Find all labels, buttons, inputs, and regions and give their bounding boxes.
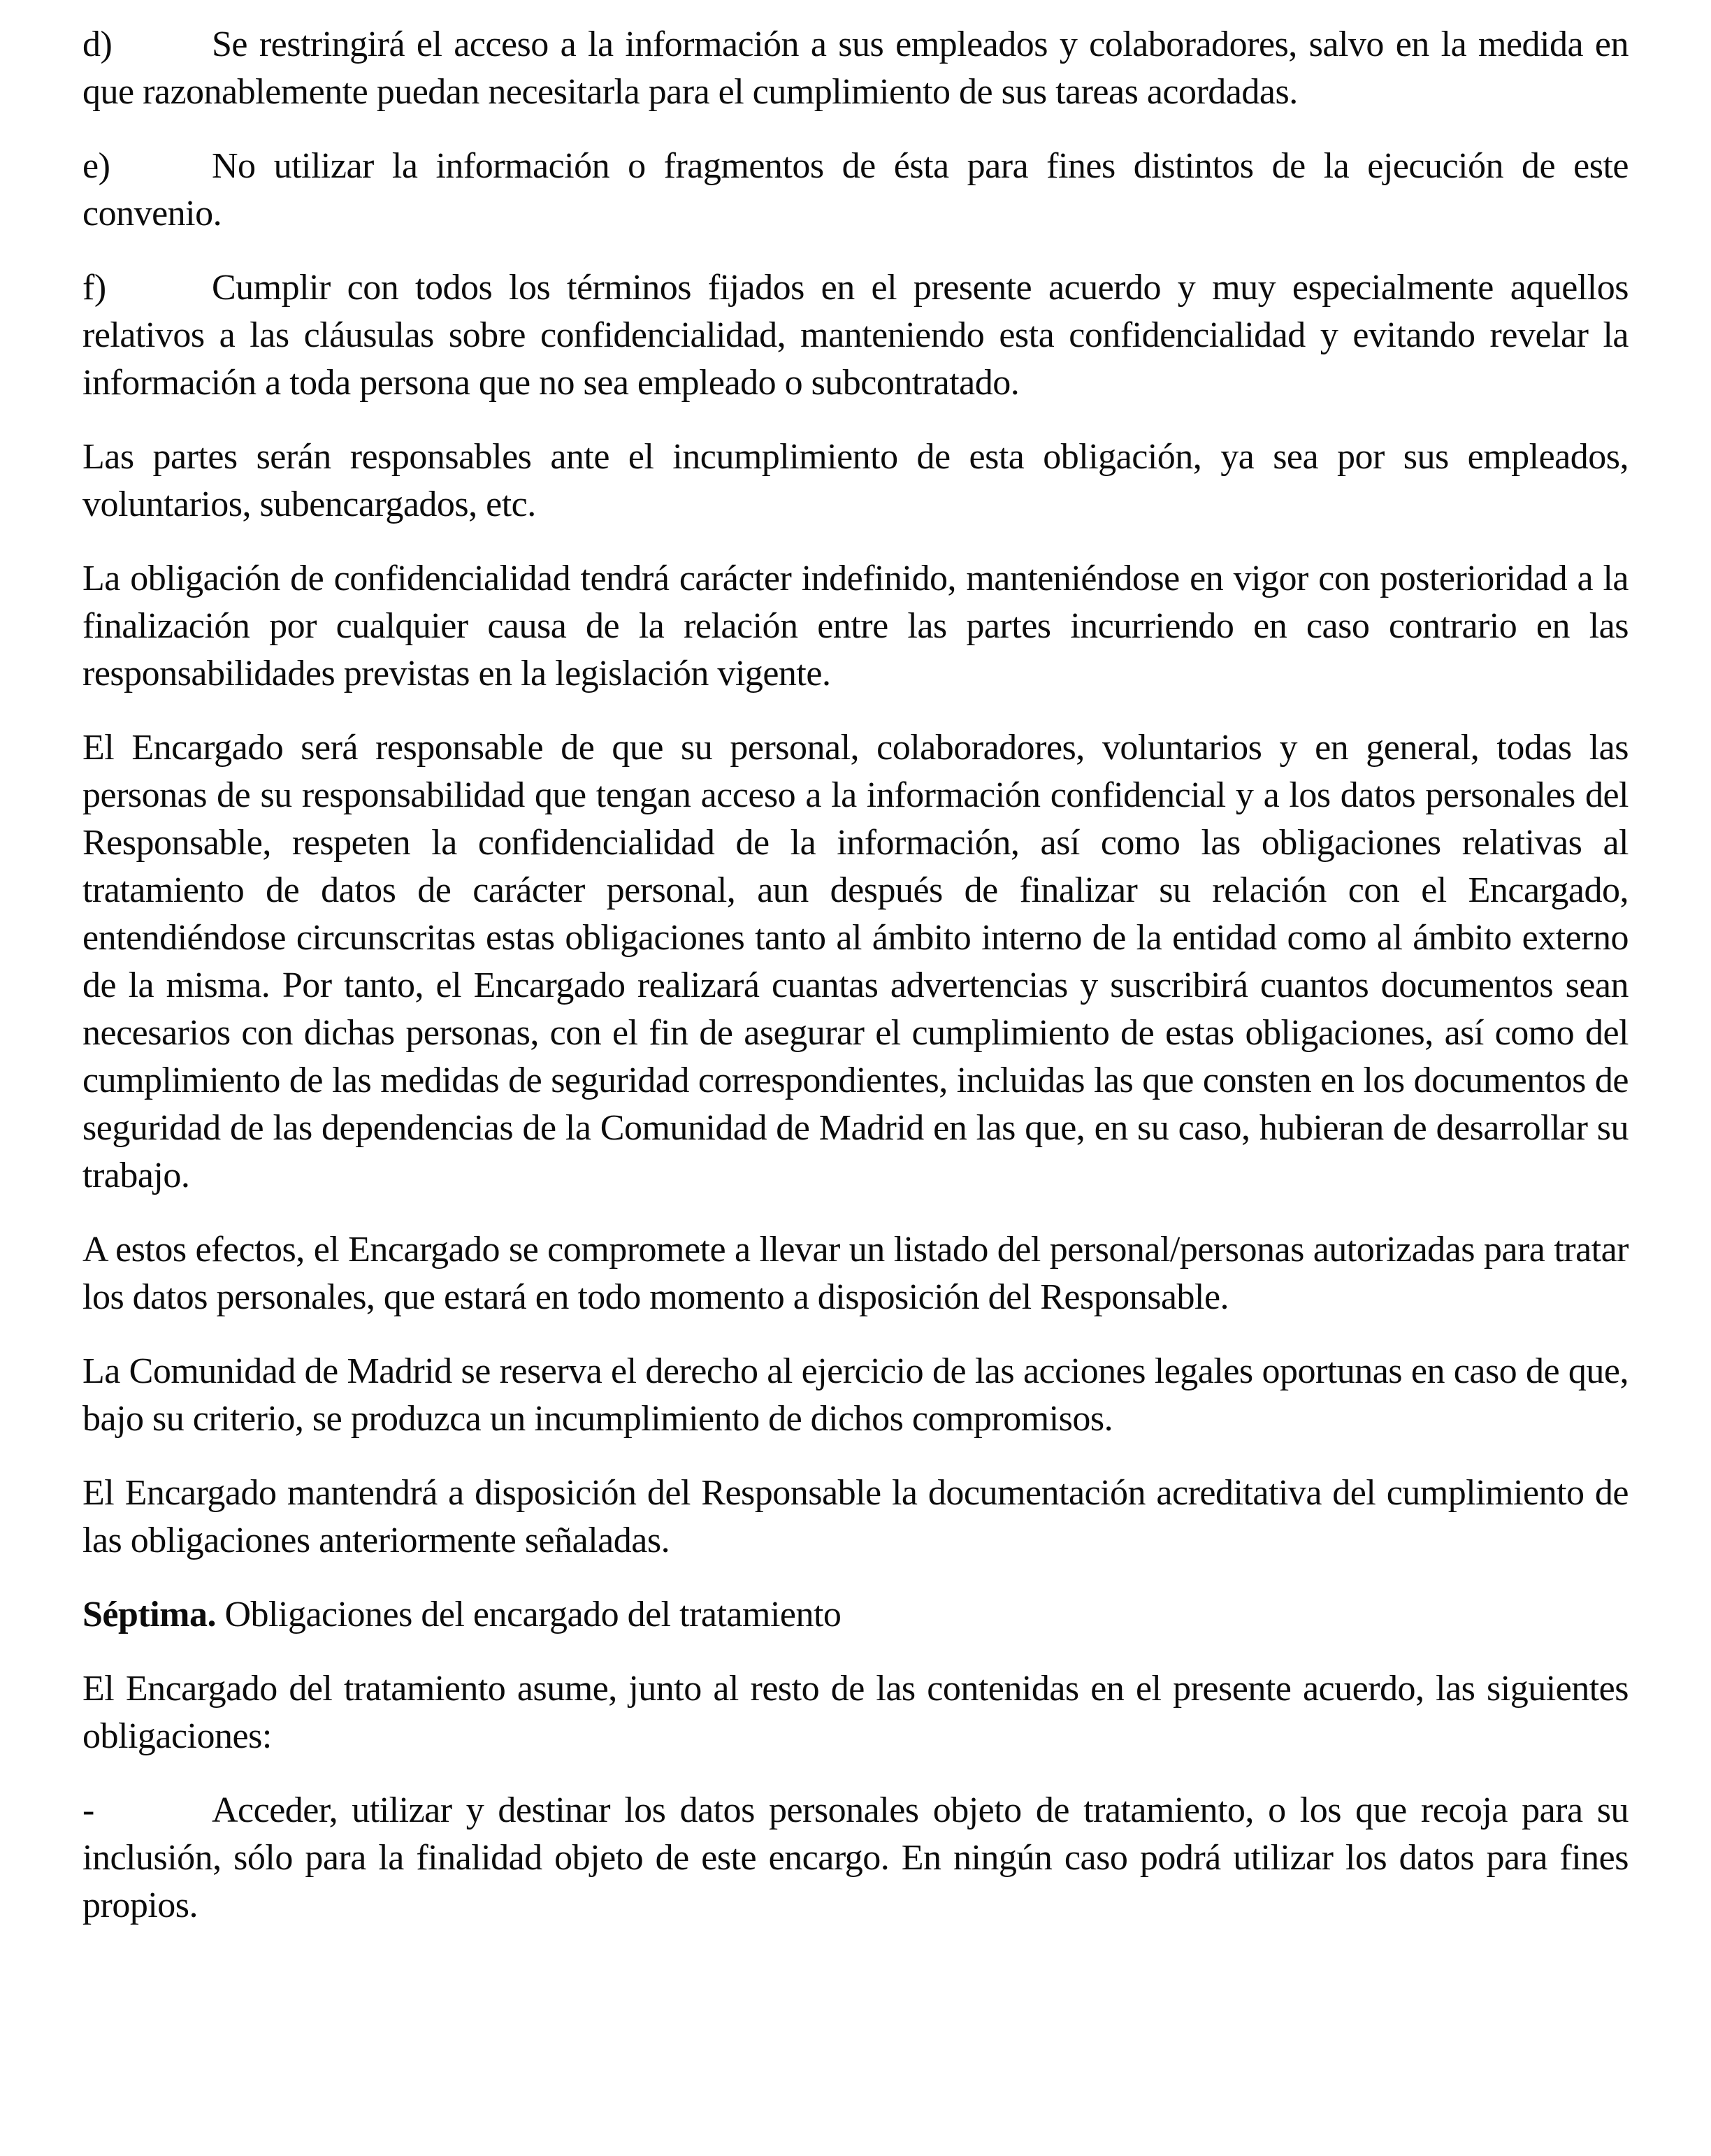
paragraph-text: El Encargado mantendrá a disposición del Responsable la documentación acreditativa del cumplimiento de las obligaciones anteriormente señaladas. <box>82 1473 1629 1560</box>
item-e <box>82 143 1629 238</box>
list-marker: f) <box>82 268 106 308</box>
paragraph-text: Las partes serán responsables ante el incumplimiento de esta obligación, ya sea por sus empleados, voluntarios, subencargados, etc. <box>82 437 1629 524</box>
list-marker: e) <box>82 146 110 186</box>
para-obligacion-confidencialidad <box>82 555 1629 698</box>
paragraph-text: La Comunidad de Madrid se reserva el derecho al ejercicio de las acciones legales oportunas en caso de que, bajo su criterio, se produzca un incumplimiento de dichos compromisos. <box>82 1351 1629 1439</box>
list-marker: d) <box>82 24 113 64</box>
document-page <box>82 21 1629 2156</box>
paragraph-text: Se restringirá el acceso a la información a sus empleados y colaboradores, salvo en la medida en que razonablemente puedan necesitarla para el cumplimiento de sus tareas acordadas. <box>82 24 1629 112</box>
paragraph-text: Cumplir con todos los términos fijados en el presente acuerdo y muy especialmente aquellos relativos a las cláusulas sobre confidencialidad, manteniendo esta confidencialidad y evitando revelar la información a toda persona que no sea empleado o subcontratado. <box>82 268 1629 403</box>
paragraph-text: El Encargado será responsable de que su personal, colaboradores, voluntarios y en general, todas las personas de su responsabilidad que tengan acceso a la información confidencial y a los datos personales del Responsable, respeten la confidencialidad de la información, así como las obligaciones relativas al tratamiento de datos de carácter personal, aun después de finalizar su relación con el Encargado, entendiéndose circunscritas estas obligaciones tanto al ámbito interno de la entidad como al ámbito externo de la misma. Por tanto, el Encargado realizará cuantas advertencias y suscribirá cuantos documentos sean necesarios con dichas personas, con el fin de asegurar el cumplimiento de estas obligaciones, así como del cumplimiento de las medidas de seguridad correspondientes, incluidas las que consten en los documentos de seguridad de las dependencias de la Comunidad de Madrid en las que, en su caso, hubieran de desarrollar su trabajo. <box>82 728 1629 1195</box>
para-encargado-responsable-personal <box>82 724 1629 1200</box>
para-documentacion-acreditativa <box>82 1469 1629 1565</box>
paragraph-text: A estos efectos, el Encargado se compromete a llevar un listado del personal/personas autorizadas para tratar los datos personales, que estará en todo momento a disposición del Responsable. <box>82 1230 1629 1317</box>
paragraph-text: El Encargado del tratamiento asume, junto al resto de las contenidas en el presente acuerdo, las siguientes obligaciones: <box>82 1669 1629 1756</box>
heading-septima <box>82 1591 1629 1639</box>
list-marker: - <box>82 1790 94 1830</box>
paragraph-text: No utilizar la información o fragmentos de ésta para fines distintos de la ejecución de este convenio. <box>82 146 1629 233</box>
paragraph-text: La obligación de confidencialidad tendrá carácter indefinido, manteniéndose en vigor con posterioridad a la finalización por cualquier causa de la relación entre las partes incurriendo en caso contrario en las responsabilidades previstas en la legislación vigente. <box>82 559 1629 693</box>
para-listado-personal <box>82 1226 1629 1321</box>
document-content <box>82 21 1629 1929</box>
clause-number: Séptima. <box>82 1595 216 1634</box>
para-comunidad-madrid-acciones-legales <box>82 1348 1629 1443</box>
paragraph-text: Obligaciones del encargado del tratamiento <box>224 1595 842 1634</box>
paragraph-text: Acceder, utilizar y destinar los datos personales objeto de tratamiento, o los que recoja para su inclusión, sólo para la finalidad objeto de este encargo. En ningún caso podrá utilizar los datos para fines propios. <box>82 1790 1629 1925</box>
item-f <box>82 264 1629 407</box>
para-encargado-asume-obligaciones <box>82 1665 1629 1760</box>
para-responsabilidad-partes <box>82 433 1629 529</box>
item-d <box>82 21 1629 116</box>
item-dash-acceder <box>82 1787 1629 1929</box>
